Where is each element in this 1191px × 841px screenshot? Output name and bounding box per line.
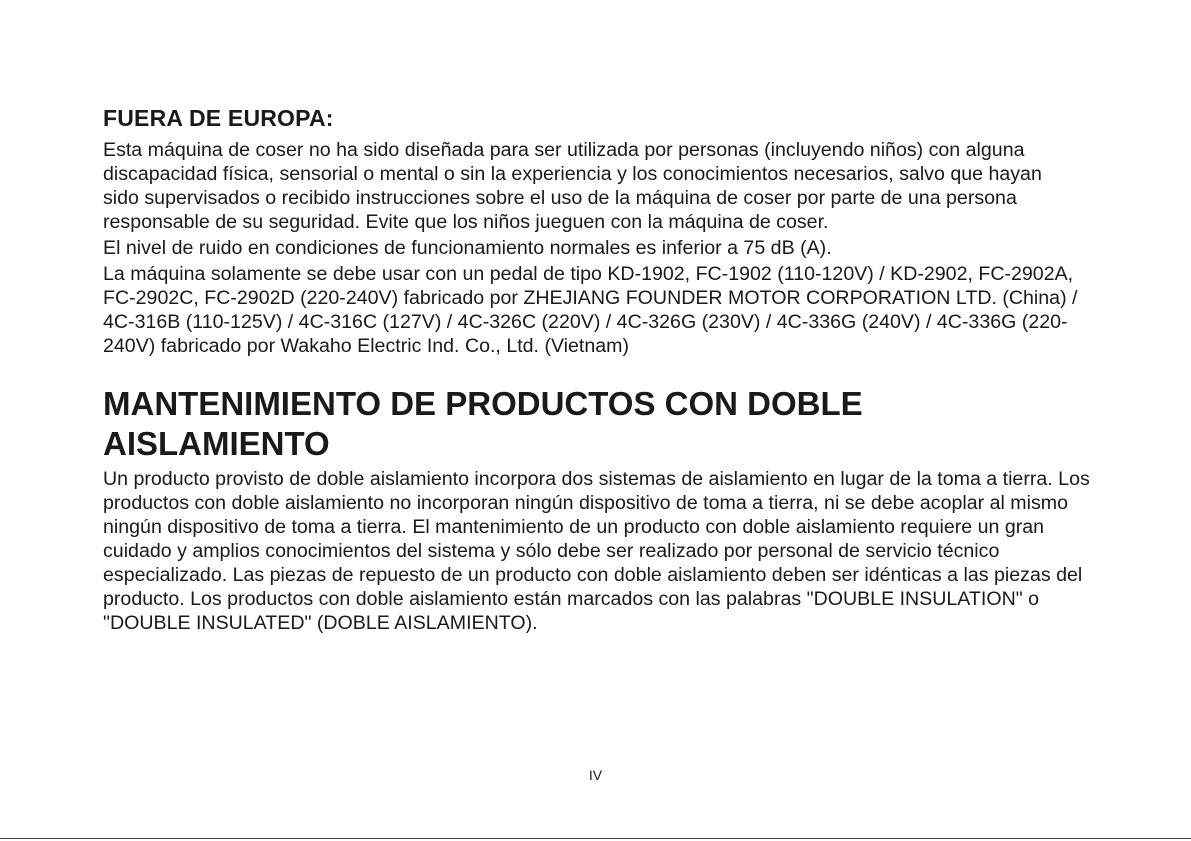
page-number: IV — [588, 767, 603, 783]
section-heading-double-insulation: MANTENIMIENTO DE PRODUCTOS CON DOBLE AISLAMIENTO — [103, 385, 863, 462]
paragraph-noise-level: El nivel de ruido en condiciones de funcionamiento normales es inferior a 75 dB (A). — [103, 237, 832, 259]
bottom-divider — [0, 838, 1191, 839]
section-heading-outside-europe: FUERA DE EUROPA: — [103, 105, 334, 131]
paragraph-double-insulation-servicing: Un producto provisto de doble aislamiento incorpora dos sistemas de aislamiento en lugar de la toma a tierra. Los productos con doble aislamiento no incorporan ningún dispositivo de toma a tierra, ni se debe acoplar al mismo ningún dispositivo de toma a tierra. El mantenimiento de un producto con doble aislamiento requiere un gran cuidado y amplios conocimientos del sistema y sólo debe ser realizado por personal de servicio técnico especializado. Las piezas de repuesto de un producto con doble aislamiento deben ser idénticas a las piezas del producto. Los productos con doble aislamiento están marcados con las palabras "DOUBLE INSULATION" o "DOUBLE INSULATED" (DOBLE AISLAMIENTO). — [103, 468, 1090, 634]
section-double-insulation — [103, 384, 1093, 635]
section-outside-europe — [103, 104, 1093, 358]
paragraph-usage-restrictions: Esta máquina de coser no ha sido diseñada para ser utilizada por personas (incluyendo niños) con alguna discapacidad física, sensorial o mental o sin la experiencia y los conocimientos necesarios, salvo que hayan sido supervisados o recibido instrucciones sobre el uso de la máquina de coser por parte de una persona responsable de su seguridad. Evite que los niños jueguen con la máquina de coser. — [103, 139, 1042, 233]
document-page — [103, 104, 1093, 635]
paragraph-foot-controller: La máquina solamente se debe usar con un pedal de tipo KD-1902, FC-1902 (110-120V) / KD-2902, FC-2902A, FC-2902C, FC-2902D (220-240V) fabricado por ZHEJIANG FOUNDER MOTOR CORPORATION LTD. (China) / 4C-316B (110-125V) / 4C-316C (127V) / 4C-326C (220V) / 4C-326G (230V) / 4C-336G (240V) / 4C-336G (220-240V) fabricado por Wakaho Electric Ind. Co., Ltd. (Vietnam) — [103, 263, 1078, 357]
